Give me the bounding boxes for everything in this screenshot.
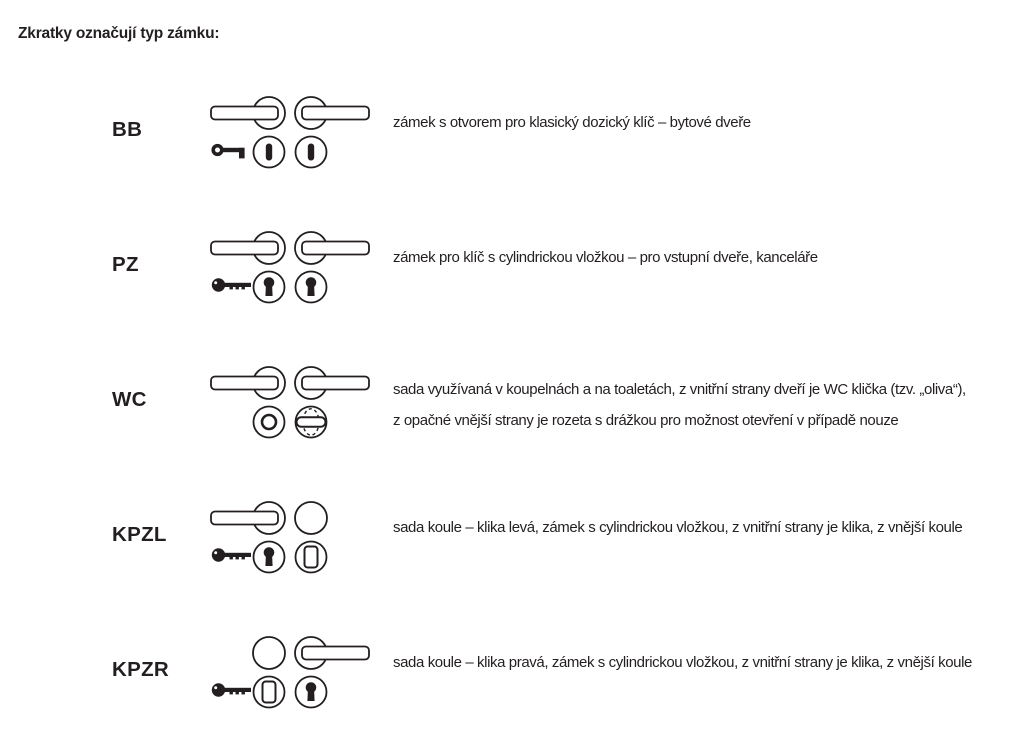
blind-rosette-icon [254,677,285,708]
description-line: sada využívaná v koupelnách a na toaletách, z vnitřní strany dveří je WC klička (tzv. „oliva“), [393,381,966,398]
lock-type-row [0,498,1011,583]
bb-keyhole-rosette-icon [254,137,285,168]
description-line: zámek s otvorem pro klasický dozický klíč – bytové dveře [393,114,751,131]
lock-set-illustration [202,633,377,715]
lock-set-illustration [202,228,377,310]
lock-type-code: BB [112,118,143,141]
lever-handle-left-icon [211,97,285,129]
lock-type-description [393,242,818,273]
knob-icon [295,502,327,534]
lever-handle-left-icon [211,232,285,264]
lock-type-code: WC [112,388,147,411]
lock-type-row [0,93,1011,178]
lock-set-illustration [202,498,377,580]
description-line: sada koule – klika pravá, zámek s cylindrickou vložkou, z vnitřní strany je klika, z vnější koule [393,654,972,671]
lock-set-illustration [202,363,377,445]
cylinder-key-icon [212,683,251,696]
lock-type-description [393,374,966,436]
lock-type-code: KPZL [112,523,167,546]
wc-turn-rosette-icon [296,407,327,438]
lock-type-code: PZ [112,253,139,276]
lever-handle-left-icon [211,367,285,399]
bb-keyhole-rosette-icon [296,137,327,168]
lock-type-description [393,647,972,678]
description-line: zámek pro klíč s cylindrickou vložkou – pro vstupní dveře, kanceláře [393,249,818,266]
classic-key-icon [213,146,244,159]
cylinder-key-icon [212,278,251,291]
pz-keyhole-rosette-icon [254,542,285,573]
lever-handle-right-icon [295,232,369,264]
lever-handle-right-icon [295,97,369,129]
pz-keyhole-rosette-icon [296,677,327,708]
lock-type-row [0,633,1011,718]
pz-keyhole-rosette-icon [296,272,327,303]
lock-type-code: KPZR [112,658,170,681]
groove-rosette-icon [254,407,285,438]
description-line: z opačné vnější strany je rozeta s drážkou pro možnost otevření v případě nouze [393,412,899,429]
lever-handle-right-icon [295,367,369,399]
lever-handle-left-icon [211,502,285,534]
lock-set-illustration [202,93,377,175]
lock-type-description [393,107,751,138]
knob-icon [253,637,285,669]
lock-type-description [393,512,962,543]
page-title: Zkratky označují typ zámku: [18,25,220,42]
lock-type-row [0,228,1011,313]
pz-keyhole-rosette-icon [254,272,285,303]
description-line: sada koule – klika levá, zámek s cylindrickou vložkou, z vnitřní strany je klika, z vnější koule [393,519,963,536]
cylinder-key-icon [212,548,251,561]
blind-rosette-icon [296,542,327,573]
lever-handle-right-icon [295,637,369,669]
lock-type-row [0,363,1011,448]
